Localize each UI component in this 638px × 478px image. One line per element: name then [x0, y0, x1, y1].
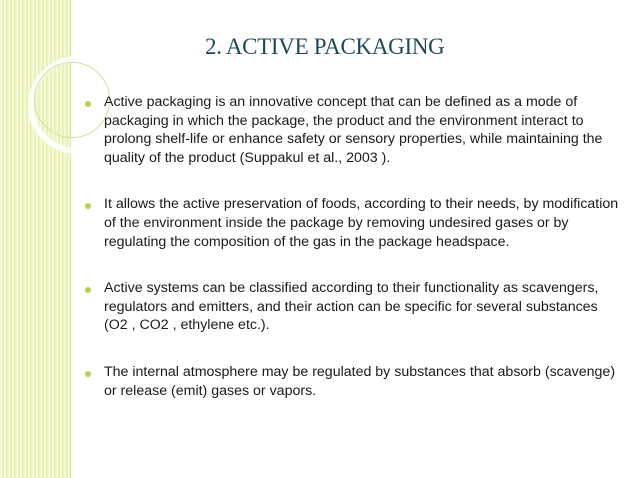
bullet-text: Active systems can be classified according to their functionality as scavengers, regulators and emitters, and their action can be specific for several substances (O2 , CO2 , ethylene etc.).: [104, 280, 599, 334]
bullet-dot-icon: [85, 287, 91, 293]
bullet-item: [80, 93, 620, 167]
bullet-item: [80, 363, 620, 400]
bullet-list: [80, 93, 620, 400]
bullet-item: [80, 279, 620, 335]
slide-title: 2. ACTIVE PACKAGING: [205, 34, 445, 59]
bullet-text: It allows the active preservation of foods, according to their needs, by modification of the environment inside the package by removing undesired gases or by regulating the composition of the gas in the package headspace.: [104, 196, 619, 250]
bullet-text: Active packaging is an innovative concept that can be defined as a mode of packaging in which the package, the product and the environment interact to prolong shelf-life or enhance safety or sensory properties, while maintaining the quality of the product (Suppakul et al., 2003 ).: [104, 94, 603, 166]
bullet-dot-icon: [85, 101, 91, 107]
bullet-text: The internal atmosphere may be regulated by substances that absorb (scavenge) or release (emit) gases or vapors.: [104, 363, 616, 399]
bullet-item: [80, 195, 620, 251]
bullet-dot-icon: [85, 203, 91, 209]
bullet-dot-icon: [85, 371, 91, 377]
